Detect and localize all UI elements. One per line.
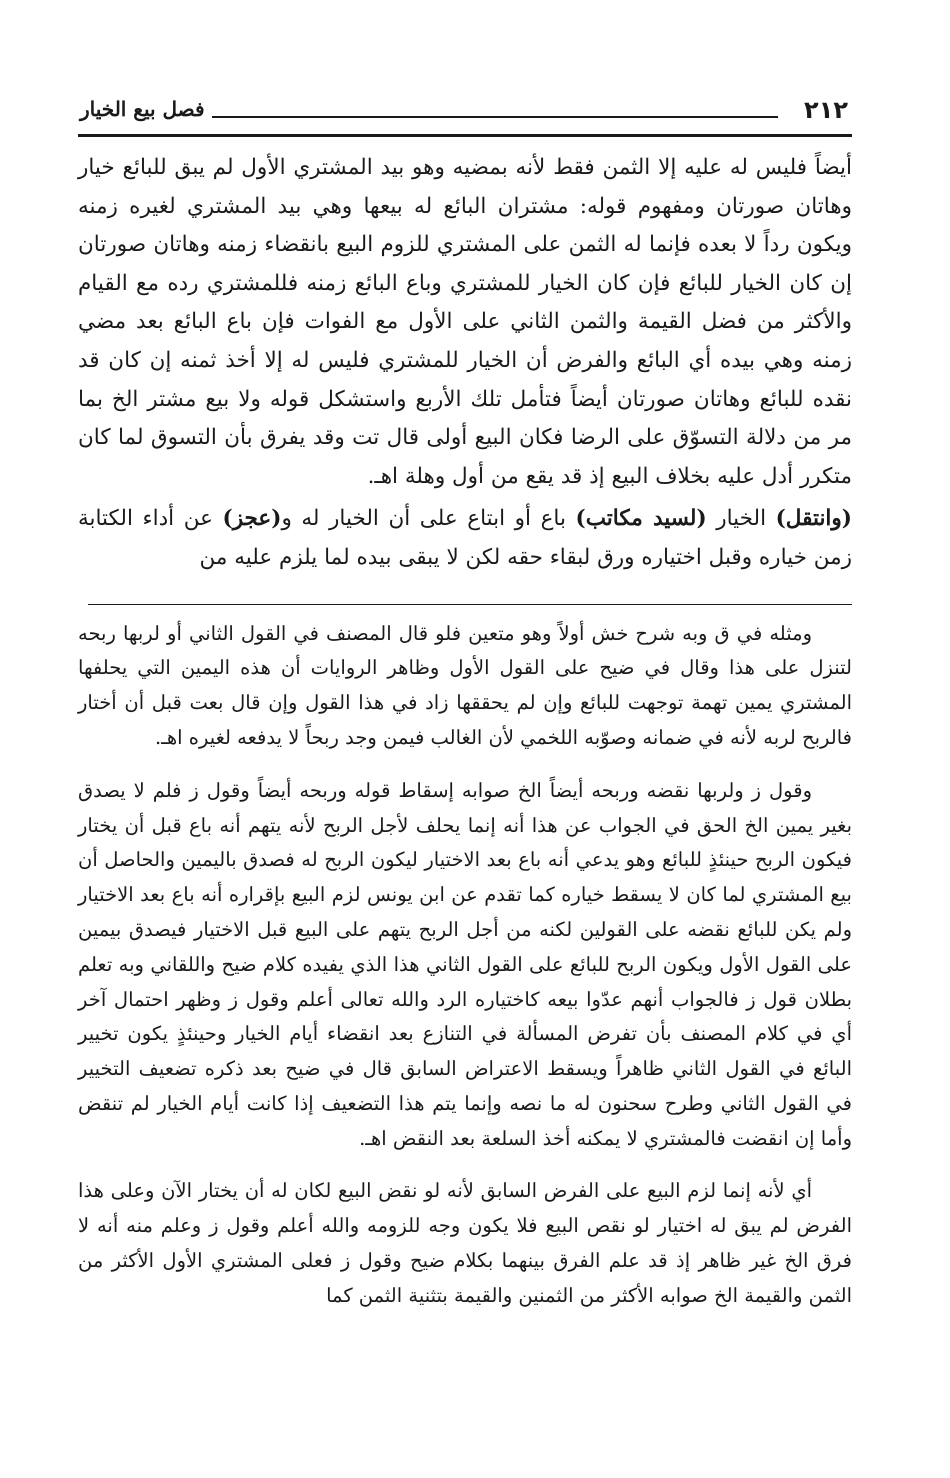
footnote-3: أي لأنه إنما لزم البيع على الفرض السابق لأنه لو نقض البيع لكان له أن يختار الآن وعلى هذا الفرض لم يبق له اختيار لو نقص البيع فلا يكون وجه للزومه والله أعلم وقول ز وعلم منه أنه لا فرق الخ غير ظاهر إذ قد علم الفرق بينهما بكلام ضيح وقول ز فعلى المشتري الأول الأكثر من الثمن والقيمة الخ صوابه الأكثر من الثمنين والقيمة بتثنية الثمن كما [78, 1179, 852, 1307]
main-paragraph-2 [78, 500, 852, 577]
para2-text-2: باع أو ابتاع على أن الخيار له و [281, 506, 566, 532]
footnote-2: وقول ز ولربها نقضه وربحه أيضاً الخ صوابه إسقاط قوله وربحه أيضاً وقول ز فلم لا يصدق بغير يمين الخ الحق في الجواب عن هذا أنه إنما يحلف لأجل الربح لأنه يتهم أنه باع قبل أن يختار فيكون الربح حينئذٍ للبائع وهو يدعي أنه باع بعد الاختيار ليكون الربح له فصدق باليمين والحاصل أن بيع المشتري لما كان لا يسقط خياره كما تقدم عن ابن يونس لزم البيع بإقراره أنه باع بعد الاختيار ولم يكن للبائع نقضه على القولين لكنه من أجل الربح يتهم على البيع قبل الاختيار فيصدق بيمين على القول الأول ويكون الربح للبائع على القول الثاني هذا الذي يفيده كلام ضيح واللقاني وبه تعلم بطلان قول ز فالجواب أنهم عدّوا بيعه كاختياره الرد والله تعالى أعلم وقول ز وظهر احتمال آخر أي في كلام المصنف بأن تفرض المسألة في التنازع بعد انقضاء أيام الخيار وحينئذٍ يكون تخيير البائع في القول الثاني ظاهراً ويسقط الاعتراض السابق قال في ضيح بعد ذكره تضعيف التخيير في القول الثاني وطرح سحنون له ما نصه وإنما يتم هذا التضعيف إذا كانت أيام الخيار لم تنقض وأما إن انقضت فالمشتري لا يمكنه أخذ السلعة بعد النقض اهـ. [78, 778, 852, 1150]
book-page [78, 92, 852, 1332]
running-header [78, 92, 852, 137]
page-number: ٢١٢ [804, 96, 848, 124]
main-paragraph-1: أيضاً فليس له عليه إلا الثمن فقط لأنه بمضيه وهو بيد المشتري الأول لم يبق للبائع خيار وهاتان صورتان ومفهوم قوله: مشتران البائع له بيعها وهي بيد المشتري لغيره زمنه ويكون رداً لا بعده فإنما له الثمن على المشتري للزوم البيع بانقضاء زمنه وهاتان صورتان إن كان الخيار للبائع فإن كان الخيار للمشتري وباع البائع زمنه فللمشتري رده مع القيام والأكثر من فضل القيمة والثمن الثاني على الأول مع الفوات فإن باع البائع بعد مضي زمنه وهي بيده أي البائع والفرض أن الخيار للمشتري فليس له إلا أخذ ثمنه إن كان قد نقده للبائع وهاتان صورتان أيضاً فتأمل تلك الأربع واستشكل قوله ولا بيع مشتر الخ بما مر من دلالة التسوّق على الرضا فكان البيع أولى قال تت وقد يفرق بأن التسوق لما كان متكرر أدل عليه بخلاف البيع إذ قد يقع من أول وهلة اهـ. [78, 155, 852, 489]
section-title: فصل بيع الخيار [80, 97, 205, 121]
bold-term-ajz: (عجز) [222, 506, 282, 532]
para2-text-1: الخيار [716, 506, 767, 532]
para2-text-3: عن أداء الكتابة زمن خياره وقبل اختياره ورق لبقاء حقه لكن لا يبقى بيده لما يلزم عليه من [78, 506, 852, 570]
header-rule [212, 116, 778, 118]
footnote-separator [88, 604, 852, 605]
footnote-1: ومثله في ق وبه شرح خش أولاً وهو متعين فلو قال المصنف في القول الثاني أو لربها ربحه لتنزل على هذا وقال في ضيح على القول الأول وظاهر الروايات أن هذه اليمين التي يحلفها المشتري يمين تهمة توجهت للبائع وإن لم يحققها زاد في هذا القول وإن قال بعت قبل أن أختار فالربح لربه لأنه في ضمانه وصوّبه اللخمي لأن الغالب فيمن وجد ربحاً لا يدفعه لغيره اهـ. [78, 621, 852, 749]
main-text [78, 149, 852, 578]
footnotes [78, 617, 852, 1314]
bold-term-sayyid-mukatab: (لسيد مكاتب) [575, 506, 707, 532]
bold-term-intaqal: (وانتقل) [775, 506, 852, 532]
